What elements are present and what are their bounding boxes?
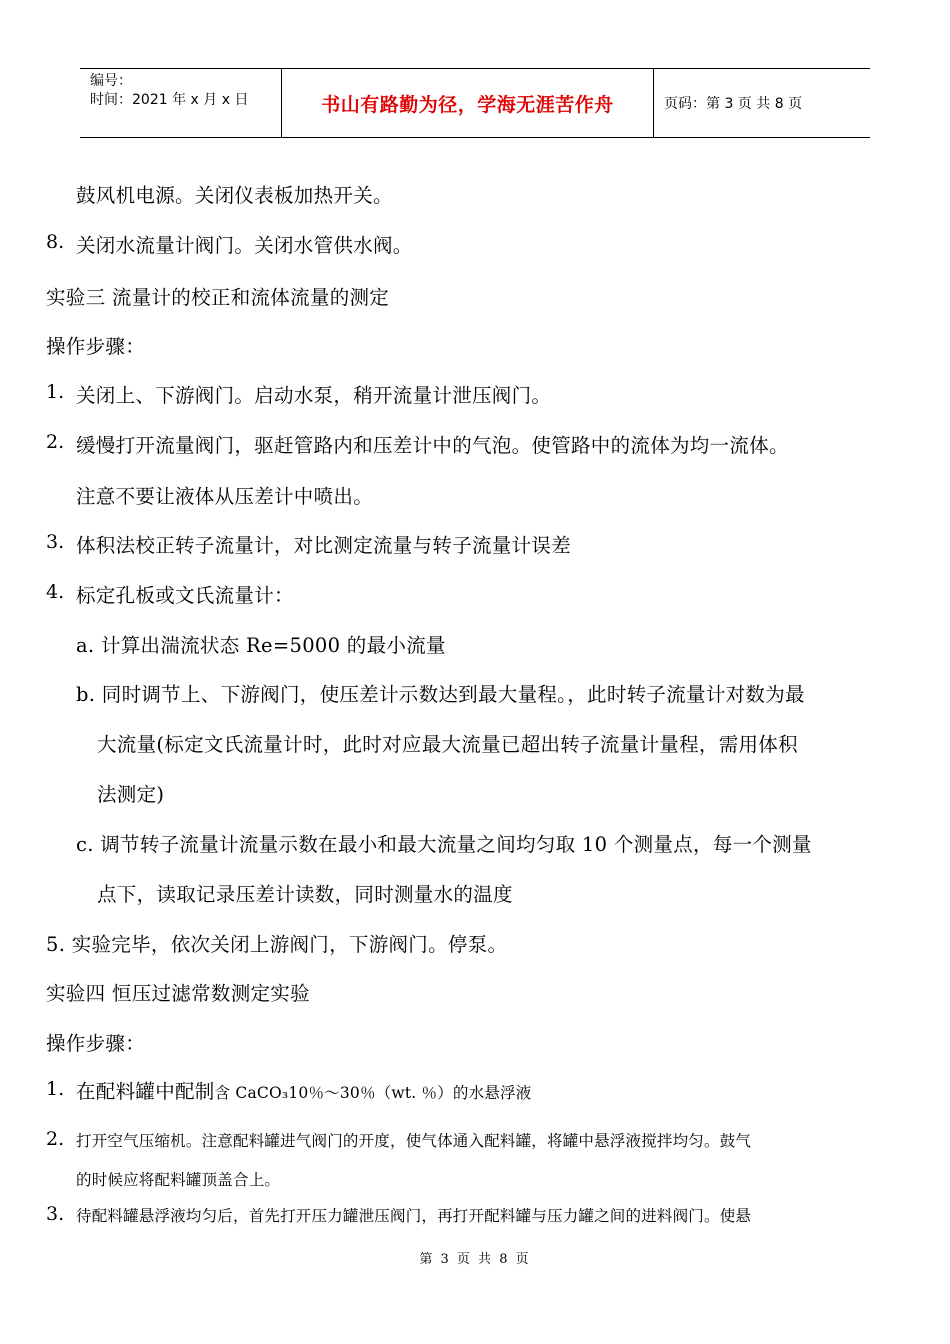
list-number: 1.	[46, 381, 65, 403]
text-line: 关闭上、下游阀门。启动水泵，稍开流量计泄压阀门。	[76, 384, 552, 407]
text-line: 大流量(标定文氏流量计时，此时对应最大流量已超出转子流量计量程，需用体积	[97, 733, 798, 756]
text-line: 的时候应将配料罐顶盖合上。	[76, 1171, 281, 1189]
header-page-info: 页码：第 3 页 共 8 页	[664, 96, 803, 112]
section-heading: 实验四 恒压过滤常数测定实验	[46, 982, 310, 1005]
text-line: 鼓风机电源。关闭仪表板加热开关。	[76, 184, 393, 207]
text-line: 待配料罐悬浮液均匀后，首先打开压力罐泄压阀门，再打开配料罐与压力罐之间的进料阀门。使悬	[76, 1207, 752, 1225]
list-number: 3.	[46, 531, 65, 553]
list-number: 8.	[46, 231, 65, 253]
list-number: 2.	[46, 1128, 65, 1150]
list-number: 1.	[46, 1078, 65, 1100]
section-heading: 实验三 流量计的校正和流体流量的测定	[46, 286, 390, 309]
header-motto: 书山有路勤为径，学海无涯苦作舟	[321, 93, 614, 116]
list-number: 3.	[46, 1203, 65, 1225]
steps-heading: 操作步骤：	[46, 335, 146, 358]
text-line: 点下，读取记录压差计读数，同时测量水的温度	[97, 883, 513, 906]
sub-item: c. 调节转子流量计流量示数在最小和最大流量之间均匀取 10 个测量点，每一个测量	[76, 833, 812, 856]
header-info-cell	[80, 69, 281, 137]
text-fragment: 含 CaCO₃10％～30％（wt. ％）的水悬浮液	[214, 1084, 532, 1102]
sub-item: b. 同时调节上、下游阀门，使压差计示数达到最大量程。，此时转子流量计对数为最	[76, 683, 805, 706]
header-table	[80, 68, 870, 138]
steps-heading: 操作步骤：	[46, 1032, 146, 1055]
sub-item: a. 计算出湍流状态 Re=5000 的最小流量	[76, 634, 446, 657]
text-line: 关闭水流量计阀门。关闭水管供水阀。	[76, 234, 413, 257]
text-line	[76, 1076, 531, 1104]
doc-id-label: 编号：	[90, 73, 132, 89]
page-footer: 第 3 页 共 8 页	[419, 1252, 531, 1267]
doc-date: 时间：2021 年 x 月 x 日	[90, 92, 249, 108]
header-divider	[653, 69, 654, 137]
list-number: 4.	[46, 581, 65, 603]
text-fragment: 在配料罐中配制	[76, 1080, 215, 1103]
text-line: 标定孔板或文氏流量计：	[76, 584, 294, 607]
text-line: 法测定)	[97, 783, 165, 806]
text-line: 缓慢打开流量阀门，驱赶管路内和压差计中的气泡。使管路中的流体为均一流体。	[76, 434, 789, 457]
text-line: 体积法校正转子流量计，对比测定流量与转子流量计误差	[76, 534, 572, 557]
list-number: 2.	[46, 431, 65, 453]
text-line: 5. 实验完毕，依次关闭上游阀门，下游阀门。停泵。	[46, 933, 508, 956]
text-line: 打开空气压缩机。注意配料罐进气阀门的开度，使气体通入配料罐，将罐中悬浮液搅拌均匀。鼓气	[76, 1132, 752, 1150]
text-line: 注意不要让液体从压差计中喷出。	[76, 485, 374, 508]
